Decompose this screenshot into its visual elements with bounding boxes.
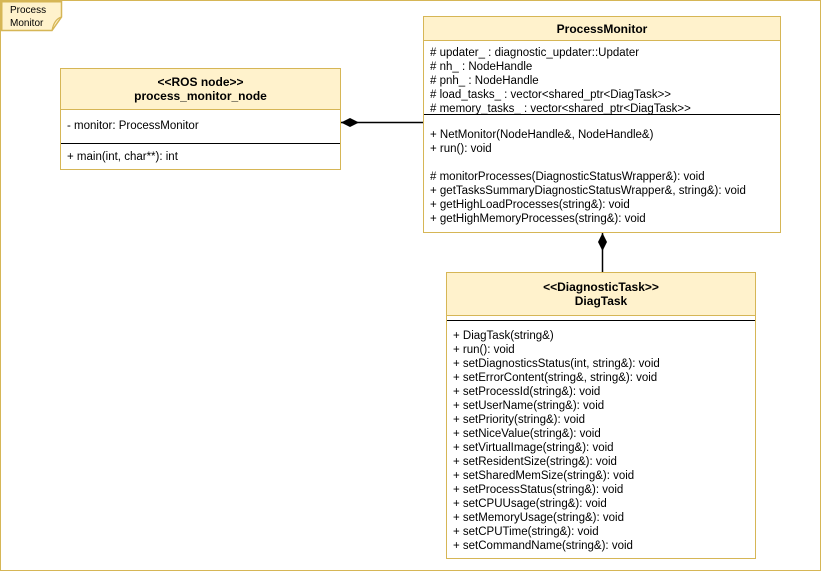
class-process-monitor-node[interactable] xyxy=(60,68,341,170)
methods-compartment xyxy=(447,321,755,558)
member-line: + run(): void xyxy=(453,344,515,356)
member-line xyxy=(424,156,780,170)
member-line: + setVirtualImage(string&): void xyxy=(453,442,614,454)
member-line: + setNiceValue(string&): void xyxy=(453,428,601,440)
member-line: - monitor: ProcessMonitor xyxy=(67,120,199,132)
class-name: process_monitor_node xyxy=(134,89,267,103)
member-line: + getHighMemoryProcesses(string&): void xyxy=(430,213,646,225)
class-header xyxy=(61,69,340,110)
composition-diamond-processmonitor xyxy=(598,233,607,251)
member-line: + setProcessStatus(string&): void xyxy=(453,484,624,496)
member-line: + setCommandName(string&): void xyxy=(453,540,633,552)
class-header xyxy=(447,273,755,316)
class-name: ProcessMonitor xyxy=(556,21,648,36)
member-line: + setPriority(string&): void xyxy=(453,414,585,426)
member-line: + setMemoryUsage(string&): void xyxy=(453,512,624,524)
member-line: + main(int, char**): int xyxy=(67,151,178,163)
composition-diamond-node xyxy=(341,118,359,127)
member-line: + setErrorContent(string&, string&): void xyxy=(453,372,658,384)
methods-compartment xyxy=(424,115,780,232)
member-line: + getHighLoadProcesses(string&): void xyxy=(430,199,630,211)
member-line: # load_tasks_ : vector<shared_ptr<DiagTask>> xyxy=(430,89,672,101)
member-line: + DiagTask(string&) xyxy=(453,330,554,342)
member-line: # memory_tasks_ : vector<shared_ptr<DiagTask>> xyxy=(430,103,691,115)
member-line: + setResidentSize(string&): void xyxy=(453,456,617,468)
member-line: + setProcessId(string&): void xyxy=(453,386,601,398)
attributes-compartment xyxy=(61,110,340,144)
member-line: + run(): void xyxy=(430,143,492,155)
member-line: # nh_ : NodeHandle xyxy=(430,61,533,73)
member-line: # pnh_ : NodeHandle xyxy=(430,75,539,87)
class-stereotype: <<DiagnosticTask>> xyxy=(543,280,659,294)
member-line: + setCPUUsage(string&): void xyxy=(453,498,607,510)
member-line: + NetMonitor(NodeHandle&, NodeHandle&) xyxy=(430,129,654,141)
methods-compartment xyxy=(61,144,340,169)
frame-label xyxy=(10,4,46,30)
class-diagtask[interactable] xyxy=(446,272,756,559)
class-stereotype: <<ROS node>> xyxy=(157,75,244,89)
member-line: + setSharedMemSize(string&): void xyxy=(453,470,635,482)
member-line: + setUserName(string&): void xyxy=(453,400,605,412)
attributes-compartment xyxy=(424,41,780,115)
class-processmonitor[interactable] xyxy=(423,16,781,233)
frame-label-line1: Process xyxy=(10,5,47,16)
member-line: # updater_ : diagnostic_updater::Updater xyxy=(430,47,640,59)
frame-label-line2: Monitor xyxy=(10,18,44,29)
frame-label-tab[interactable] xyxy=(1,1,65,33)
class-header xyxy=(424,17,780,41)
member-line: + getTasksSummaryDiagnosticStatusWrapper&, string&): void xyxy=(430,185,746,197)
member-line: # monitorProcesses(DiagnosticStatusWrapper&): void xyxy=(430,171,705,183)
member-line: + setDiagnosticsStatus(int, string&): void xyxy=(453,358,660,370)
class-name: DiagTask xyxy=(574,294,628,308)
member-line: + setCPUTime(string&): void xyxy=(453,526,599,538)
